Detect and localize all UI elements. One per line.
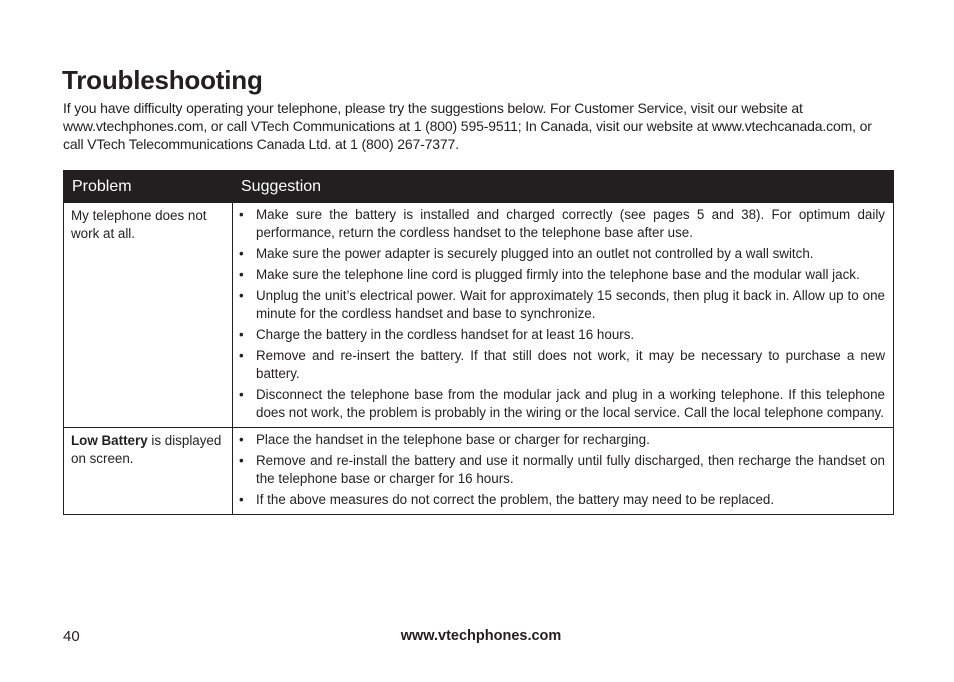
list-item [239, 431, 885, 449]
suggestion-text: Make sure the telephone line cord is plugged firmly into the telephone base and the modular wall jack. [256, 267, 860, 282]
table-row [64, 203, 894, 428]
list-item [239, 266, 885, 284]
suggestion-text: Make sure the battery is installed and charged correctly (see pages 5 and 38). For optimum daily performance, return the cordless handset to the telephone base after use. [256, 207, 885, 240]
troubleshooting-table [63, 170, 894, 515]
list-item [239, 206, 885, 242]
suggestion-text: If the above measures do not correct the problem, the battery may need to be replaced. [256, 492, 775, 507]
problem-cell: My telephone does not work at all. [64, 203, 233, 428]
bullet-icon: • [239, 246, 244, 261]
list-item [239, 386, 885, 422]
suggestion-text: Unplug the unit’s electrical power. Wait for approximately 15 seconds, then plug it back in. Allow up to one minute for the cordless handset and base to synchronize. [256, 288, 885, 321]
list-item [239, 347, 885, 383]
suggestion-text: Remove and re-insert the battery. If that still does not work, it may be necessary to purchase a new battery. [256, 348, 885, 381]
intro-paragraph: If you have difficulty operating your telephone, please try the suggestions below. For Customer Service, visit our website at www.vtechphones.com, or call VTech Communications at 1 (800) 595-9511; In Canada, visit our website at www.vtechcanada.com, or call VTech Telecommunications Canada Ltd. at 1 (800) 267-7377. [63, 100, 872, 152]
bullet-icon: • [239, 267, 244, 282]
suggestion-list [239, 206, 885, 422]
suggestion-cell [233, 203, 894, 428]
header-suggestion: Suggestion [233, 171, 894, 203]
bullet-icon: • [239, 207, 244, 222]
list-item [239, 491, 885, 509]
bullet-icon: • [239, 432, 244, 447]
bullet-icon: • [239, 348, 244, 363]
problem-highlight: Low Battery [71, 433, 148, 448]
suggestion-text: Remove and re-install the battery and use it normally until fully discharged, then recharge the handset on the telephone base or charger for 16 hours. [256, 453, 885, 486]
bullet-icon: • [239, 492, 244, 507]
bullet-icon: • [239, 327, 244, 342]
list-item [239, 326, 885, 344]
list-item [239, 245, 885, 263]
footer-website-url: www.vtechphones.com [400, 628, 562, 644]
suggestion-text: Place the handset in the telephone base or charger for recharging. [256, 432, 650, 447]
table-row [64, 428, 894, 515]
bullet-icon: • [239, 453, 244, 468]
problem-cell [64, 428, 233, 515]
suggestion-list [239, 431, 885, 509]
list-item [239, 452, 885, 488]
suggestion-text: Disconnect the telephone base from the modular jack and plug in a working telephone. If this telephone does not work, the problem is probably in the wiring or the local service. Call the local telephone company. [256, 387, 885, 420]
page-number: 40 [63, 628, 80, 645]
table-header-row [64, 171, 894, 203]
list-item [239, 287, 885, 323]
suggestion-text: Charge the battery in the cordless handset for at least 16 hours. [256, 327, 635, 342]
suggestion-cell [233, 428, 894, 515]
page-title: Troubleshooting [62, 65, 263, 95]
header-problem: Problem [64, 171, 233, 203]
suggestion-text: Make sure the power adapter is securely plugged into an outlet not controlled by a wall switch. [256, 246, 814, 261]
problem-text: is displayed on screen. [71, 433, 222, 466]
bullet-icon: • [239, 387, 244, 402]
bullet-icon: • [239, 288, 244, 303]
